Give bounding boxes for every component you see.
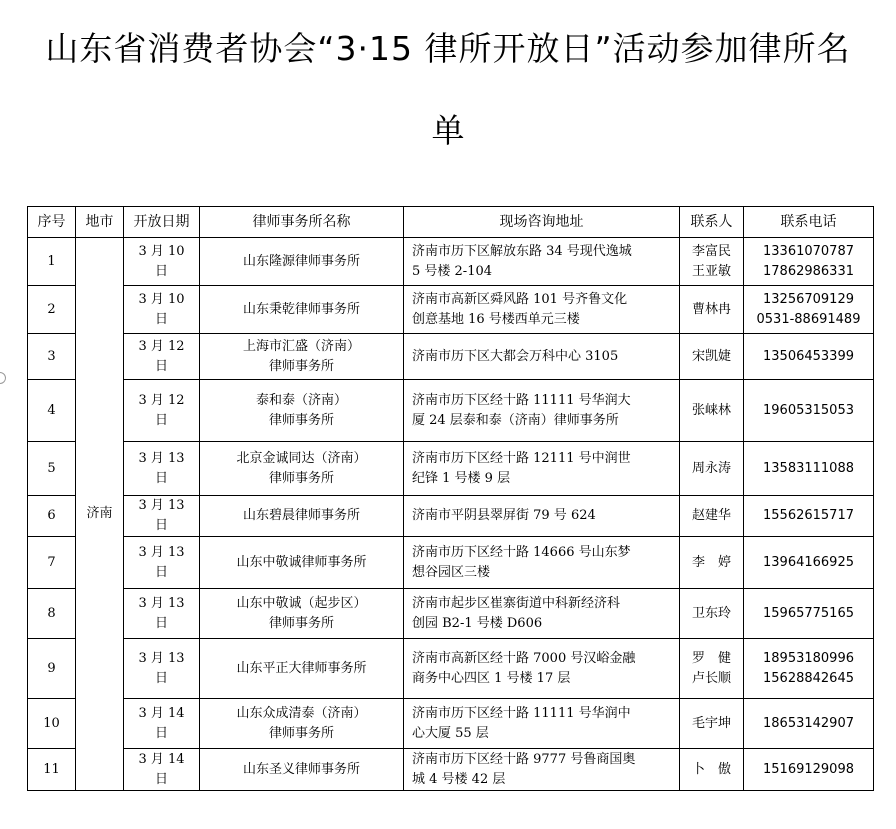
phone-number: 15169129098: [763, 761, 854, 777]
contact-name: 曹林冉: [691, 301, 731, 317]
phone-cell: [744, 699, 874, 749]
firm-name-line: 律师事务所: [268, 412, 334, 428]
seq-cell: 3: [28, 334, 76, 380]
contact-name: 宋凯婕: [691, 348, 731, 364]
contact-cell: [680, 537, 744, 589]
phone-number: 15562615717: [763, 508, 854, 523]
firm-name-line: 山东众成清泰（济南）: [236, 705, 367, 721]
phone-number: 13583111088: [763, 460, 854, 476]
contact-name: 卜 傲: [691, 761, 731, 777]
date-line: 日: [154, 358, 168, 374]
address-line: 5 号楼 2-104: [412, 263, 493, 279]
address-line: 商务中心四区 1 号楼 17 层: [412, 670, 571, 686]
firm-name-line: 上海市汇盛（济南）: [242, 338, 360, 354]
firm-name-line: 律师事务所: [268, 615, 334, 631]
date-line: 日: [154, 263, 168, 279]
date-line: 日: [154, 670, 168, 686]
seq-cell: 10: [28, 699, 76, 749]
firm-name-line: 山东碧晨律师事务所: [242, 508, 360, 523]
firm-name-cell: [200, 238, 404, 286]
date-line: 日: [154, 518, 168, 533]
firm-name-line: 山东平正大律师事务所: [236, 660, 367, 676]
address-line: 济南市历下区解放东路 34 号现代逸城: [412, 243, 632, 259]
table-row: [28, 380, 874, 442]
address-line: 济南市高新区经十路 7000 号汉峪金融: [412, 650, 636, 666]
seq-cell: 2: [28, 286, 76, 334]
contact-cell: [680, 589, 744, 639]
table-row: [28, 589, 874, 639]
date-cell: [124, 286, 200, 334]
address-cell: [404, 334, 680, 380]
phone-cell: [744, 749, 874, 791]
date-line: 3 月 13: [138, 595, 185, 611]
contact-name: 赵建华: [691, 508, 731, 523]
address-line: 济南市历下区经十路 9777 号鲁商国奥: [412, 751, 636, 767]
table-row: [28, 639, 874, 699]
phone-number: 18653142907: [763, 715, 854, 731]
address-line: 纪锋 1 号楼 9 层: [412, 470, 511, 486]
address-cell: [404, 442, 680, 496]
table-row: [28, 496, 874, 537]
contact-cell: [680, 286, 744, 334]
table-row: [28, 442, 874, 496]
date-line: 3 月 12: [138, 392, 185, 408]
phone-cell: [744, 286, 874, 334]
contact-name: 王亚敏: [691, 263, 731, 279]
seq-cell: 6: [28, 496, 76, 537]
date-line: 3 月 13: [138, 544, 185, 560]
header-contact: 联系人: [680, 207, 744, 238]
firm-name-line: 律师事务所: [268, 358, 334, 374]
address-cell: [404, 589, 680, 639]
contact-cell: [680, 639, 744, 699]
firm-name-line: 山东秉乾律师事务所: [242, 301, 360, 317]
firm-name-cell: [200, 442, 404, 496]
firm-name-cell: [200, 496, 404, 537]
table-row: [28, 537, 874, 589]
address-cell: [404, 537, 680, 589]
date-line: 3 月 10: [138, 291, 185, 307]
address-cell: [404, 238, 680, 286]
firm-name-cell: [200, 749, 404, 791]
contact-name: 卫东玲: [691, 605, 731, 621]
date-line: 日: [154, 412, 168, 428]
date-line: 3 月 10: [138, 243, 185, 259]
document-title-line2: 单: [431, 111, 465, 150]
firm-name-cell: [200, 286, 404, 334]
address-line: 济南市起步区崔寨街道中科新经济科: [412, 595, 621, 611]
address-line: 厦 24 层泰和泰（济南）律师事务所: [412, 412, 619, 428]
phone-cell: [744, 496, 874, 537]
contact-name: 李 婷: [691, 554, 731, 570]
date-line: 日: [154, 311, 168, 327]
phone-number: 17862986331: [763, 263, 854, 279]
contact-name: 李富民: [691, 243, 731, 259]
phone-cell: [744, 639, 874, 699]
header-phone: 联系电话: [744, 207, 874, 238]
table-row: [28, 238, 874, 286]
address-line: 济南市历下区经十路 12111 号中润世: [412, 450, 631, 466]
phone-number: 13506453399: [763, 348, 854, 364]
date-line: 3 月 13: [138, 650, 185, 666]
phone-number: 13361070787: [763, 243, 854, 259]
seq-cell: 4: [28, 380, 76, 442]
table-row: [28, 286, 874, 334]
date-line: 3 月 13: [138, 450, 185, 466]
date-cell: [124, 589, 200, 639]
contact-cell: [680, 238, 744, 286]
phone-cell: [744, 334, 874, 380]
seq-cell: 7: [28, 537, 76, 589]
date-line: 日: [154, 725, 168, 741]
seq-cell: 5: [28, 442, 76, 496]
contact-name: 罗 健: [691, 650, 731, 666]
address-line: 济南市高新区舜风路 101 号齐鲁文化: [412, 291, 628, 307]
address-line: 济南市历下区经十路 11111 号华润大: [412, 392, 631, 408]
contact-cell: [680, 380, 744, 442]
address-line: 创园 B2-1 号楼 D606: [412, 615, 543, 631]
firm-name-line: 山东中敬诚（起步区）: [236, 595, 367, 611]
phone-cell: [744, 238, 874, 286]
contact-name: 张崃林: [691, 402, 731, 418]
contact-name: 毛宇坤: [691, 715, 731, 731]
firm-name-cell: [200, 699, 404, 749]
header-date: 开放日期: [124, 207, 200, 238]
firm-name-cell: [200, 589, 404, 639]
phone-number: 0531-88691489: [756, 311, 861, 327]
date-cell: [124, 442, 200, 496]
address-line: 济南市历下区大都会万科中心 3105: [412, 348, 619, 364]
address-cell: [404, 639, 680, 699]
address-line: 城 4 号楼 42 层: [412, 771, 506, 787]
firm-name-cell: [200, 639, 404, 699]
page-edge-mark: [0, 372, 6, 384]
firm-name-line: 律师事务所: [268, 725, 334, 741]
city-cell: 济南: [76, 238, 124, 791]
date-line: 3 月 13: [138, 498, 185, 513]
phone-number: 13964166925: [763, 554, 854, 570]
phone-cell: [744, 537, 874, 589]
address-line: 想谷园区三楼: [412, 564, 491, 580]
contact-cell: [680, 442, 744, 496]
address-cell: [404, 749, 680, 791]
firm-name-line: 山东中敬诚律师事务所: [236, 554, 367, 570]
address-line: 济南市平阴县翠屏街 79 号 624: [412, 508, 596, 523]
seq-cell: 1: [28, 238, 76, 286]
firm-name-line: 律师事务所: [268, 470, 334, 486]
seq-cell: 11: [28, 749, 76, 791]
contact-name: 周永涛: [691, 460, 731, 476]
contact-name: 卢长顺: [691, 670, 731, 686]
contact-cell: [680, 749, 744, 791]
document-title-line1: 山东省消费者协会“3·15 律所开放日”活动参加律所名: [45, 29, 851, 68]
phone-number: 18953180996: [763, 650, 854, 666]
phone-cell: [744, 442, 874, 496]
date-line: 日: [154, 771, 168, 787]
firm-name-cell: [200, 537, 404, 589]
phone-number: 15628842645: [763, 670, 854, 686]
date-line: 日: [154, 470, 168, 486]
phone-number: 19605315053: [763, 402, 854, 418]
table-row: [28, 699, 874, 749]
seq-cell: 9: [28, 639, 76, 699]
date-cell: [124, 537, 200, 589]
address-line: 创意基地 16 号楼西单元三楼: [412, 311, 580, 327]
firm-name-cell: [200, 334, 404, 380]
contact-cell: [680, 334, 744, 380]
header-seq: 序号: [28, 207, 76, 238]
firm-name-line: 山东隆源律师事务所: [242, 253, 360, 269]
date-cell: [124, 699, 200, 749]
seq-cell: 8: [28, 589, 76, 639]
contact-cell: [680, 699, 744, 749]
address-cell: [404, 286, 680, 334]
firm-name-line: 北京金诚同达（济南）: [236, 450, 367, 466]
header-firm: 律师事务所名称: [200, 207, 404, 238]
header-city: 地市: [76, 207, 124, 238]
date-line: 日: [154, 564, 168, 580]
address-line: 心大厦 55 层: [412, 725, 489, 741]
date-cell: [124, 496, 200, 537]
table-body: [28, 238, 874, 791]
date-cell: [124, 238, 200, 286]
header-address: 现场咨询地址: [404, 207, 680, 238]
table-row: [28, 334, 874, 380]
law-firm-table: [27, 206, 874, 791]
address-cell: [404, 496, 680, 537]
date-line: 3 月 14: [138, 751, 185, 767]
firm-name-line: 山东圣义律师事务所: [242, 761, 360, 777]
table-header-row: [28, 207, 874, 238]
contact-cell: [680, 496, 744, 537]
address-cell: [404, 699, 680, 749]
phone-number: 13256709129: [763, 291, 854, 307]
firm-name-cell: [200, 380, 404, 442]
address-line: 济南市历下区经十路 14666 号山东梦: [412, 544, 631, 560]
date-cell: [124, 334, 200, 380]
address-cell: [404, 380, 680, 442]
table-row: [28, 749, 874, 791]
address-line: 济南市历下区经十路 11111 号华润中: [412, 705, 631, 721]
phone-cell: [744, 380, 874, 442]
date-line: 日: [154, 615, 168, 631]
date-cell: [124, 749, 200, 791]
phone-number: 15965775165: [763, 605, 854, 621]
firm-name-line: 泰和泰（济南）: [255, 392, 347, 408]
date-line: 3 月 12: [138, 338, 185, 354]
date-cell: [124, 380, 200, 442]
date-line: 3 月 14: [138, 705, 185, 721]
phone-cell: [744, 589, 874, 639]
date-cell: [124, 639, 200, 699]
